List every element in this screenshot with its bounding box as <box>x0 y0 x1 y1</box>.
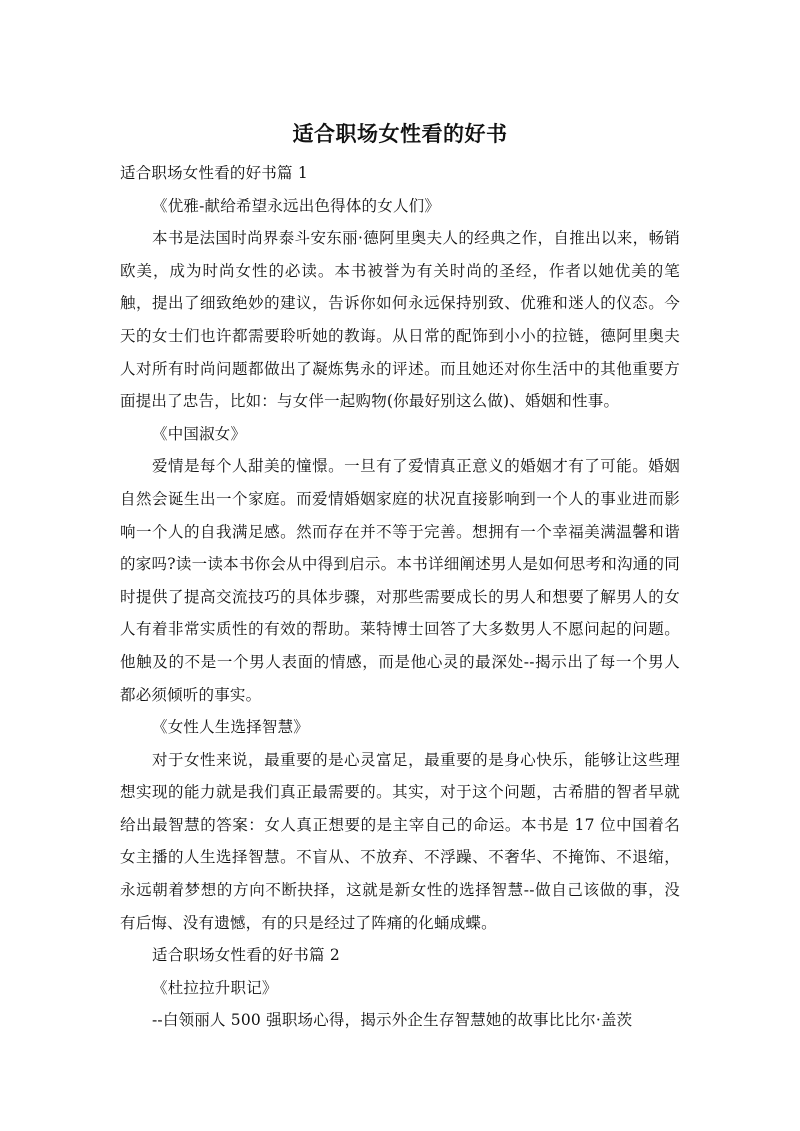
page-title: 适合职场女性看的好书 <box>292 122 508 146</box>
document-body <box>120 157 680 1037</box>
book-description: --白领丽人 500 强职场心得，揭示外企生存智慧她的故事比比尔·盖茨 <box>152 1011 633 1030</box>
book-description: 对于女性来说，最重要的是心灵富足，最重要的是身心快乐，能够让这些理想实现的能力就是我们真正最需要的。其实，对于这个问题，古希腊的智者早就给出最智慧的答案：女人真正想要的是主宰自己的命运。本书是 17 位中国着名女主播的人生选择智慧。不盲从、不放弃、不浮躁、不奢华、不掩饰、不退缩，永远朝着梦想的方向不断抉择，这就是新女性的选择智慧--做自己该做的事，没有后悔、没有遗憾，有的只是经过了阵痛的化蛹成蝶。 <box>120 750 680 932</box>
book-title: 《女性人生选择智慧》 <box>152 718 310 737</box>
section-heading: 适合职场女性看的好书篇 2 <box>152 946 340 965</box>
book-description: 爱情是每个人甜美的憧憬。一旦有了爱情真正意义的婚姻才有了可能。婚姻自然会诞生出一个家庭。而爱情婚姻家庭的状况直接影响到一个人的事业进而影响一个人的自我满足感。然而存在并不等于完善。想拥有一个幸福美满温馨和谐的家吗?读一读本书你会从中得到启示。本书详细阐述男人是如何思考和沟通的同时提供了提高交流技巧的具体步骤，对那些需要成长的男人和想要了解男人的女人有着非常实质性的有效的帮助。莱特博士回答了大多数男人不愿问起的问题。他触及的不是一个男人表面的情感，而是他心灵的最深处--揭示出了每一个男人都必须倾听的事实。 <box>120 457 680 704</box>
book-title: 《优雅-献给希望永远出色得体的女人们》 <box>152 196 441 215</box>
book-title: 《杜拉拉升职记》 <box>152 978 278 997</box>
section-heading: 适合职场女性看的好书篇 1 <box>120 164 308 182</box>
book-description: 本书是法国时尚界泰斗安东丽·德阿里奥夫人的经典之作，自推出以来，畅销欧美，成为时尚女性的必读。本书被誉为有关时尚的圣经，作者以她优美的笔触，提出了细致绝妙的建议，告诉你如何永远保持别致、优雅和迷人的仪态。今天的女士们也许都需要聆听她的教诲。从日常的配饰到小小的拉链，德阿里奥夫人对所有时尚问题都做出了凝炼隽永的评述。而且她还对你生活中的其他重要方面提出了忠告，比如：与女伴一起购物(你最好别这么做)、婚姻和性事。 <box>120 229 680 411</box>
book-title: 《中国淑女》 <box>152 424 247 443</box>
